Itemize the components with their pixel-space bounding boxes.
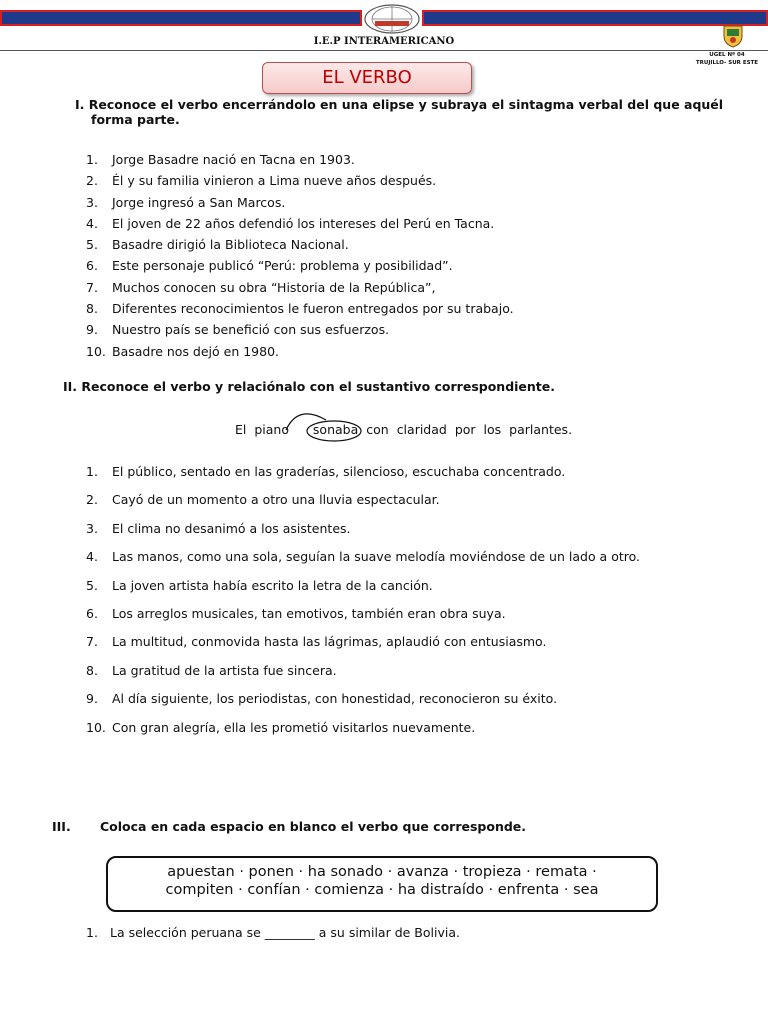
word-bank-line-1: apuestan · ponen · ha sonado · avanza · tropieza · remata · [167, 864, 597, 880]
list-item [86, 255, 514, 276]
ugel-label [692, 51, 762, 67]
item-number: 1. [86, 464, 98, 479]
example-word: con [366, 422, 389, 437]
example-verb: sonaba [312, 422, 359, 437]
item-number: 1. [86, 925, 98, 940]
item-text: Jorge Basadre nació en Tacna en 1903. [112, 152, 355, 167]
verb-ellipse-arrow-icon [280, 408, 370, 448]
example-word: claridad [396, 422, 447, 437]
item-text: Basadre dirigió la Biblioteca Nacional. [112, 237, 349, 253]
item-number: 9. [86, 691, 98, 707]
list-item [86, 714, 640, 742]
list-item [86, 486, 640, 514]
list-item [86, 515, 640, 543]
item-number: 1. [86, 152, 98, 167]
item-number: 7. [86, 634, 98, 650]
list-item [86, 600, 640, 628]
item-number: 7. [86, 279, 98, 295]
list-item [86, 458, 640, 486]
item-text: Jorge ingresó a San Marcos. [112, 194, 286, 210]
section1-list [86, 149, 514, 362]
word-bank-box [106, 856, 658, 912]
item-text: Cayó de un momento a otro una lluvia espectacular. [112, 492, 440, 508]
list-item [86, 234, 514, 255]
item-number: 9. [86, 322, 98, 338]
item-text: La gratitud de la artista fue sincera. [112, 662, 337, 678]
example-word: parlantes. [509, 422, 573, 437]
list-item [86, 298, 514, 319]
item-number: 8. [86, 301, 98, 317]
item-number: 2. [86, 173, 98, 189]
item-text: La multitud, conmovida hasta las lágrimas, aplaudió con entusiasmo. [112, 634, 547, 650]
item-text: Las manos, como una sola, seguían la suave melodía moviéndose de un lado a otro. [112, 549, 641, 565]
list-item [86, 657, 640, 685]
item-text: El clima no desanimó a los asistentes. [112, 520, 351, 536]
example-noun: piano [254, 422, 289, 437]
school-name: I.E.P INTERAMERICANO [313, 36, 455, 47]
item-text: El joven de 22 años defendió los intereses del Perú en Tacna. [112, 215, 495, 231]
list-item [86, 685, 640, 713]
item-text: Diferentes reconocimientos le fueron entregados por su trabajo. [112, 301, 514, 317]
example-word: por [454, 422, 476, 437]
ugel-line-1: UGEL Nº 04 [709, 52, 745, 58]
school-logo-icon [363, 3, 421, 35]
item-text: Él y su familia vinieron a Lima nueve años después. [112, 173, 437, 189]
section3-heading: Coloca en cada espacio en blanco el verbo que corresponde. [100, 819, 527, 834]
item-number: 3. [86, 520, 98, 536]
item-text: Con gran alegría, ella les prometió visitarlos nuevamente. [112, 719, 476, 735]
list-item [86, 628, 640, 656]
item-text: Nuestro país se benefició con sus esfuerzos. [112, 322, 390, 338]
header-bar-right [422, 10, 768, 26]
item-number: 8. [86, 662, 98, 678]
section3-item-1 [86, 925, 460, 940]
item-number: 3. [86, 194, 98, 210]
item-number: 10. [86, 719, 106, 735]
list-item [86, 277, 514, 298]
example-word: los [483, 422, 502, 437]
list-item [86, 149, 514, 170]
item-number: 5. [86, 237, 98, 253]
item-text: La joven artista había escrito la letra de la canción. [112, 577, 433, 593]
section2-heading: II. Reconoce el verbo y relaciónalo con el sustantivo correspondiente. [63, 379, 556, 394]
item-number: 10. [86, 343, 106, 359]
list-item [86, 170, 514, 191]
list-item [86, 192, 514, 213]
word-bank-line-2: compiten · confían · comienza · ha distraído · enfrenta · sea [165, 882, 599, 898]
item-text: Muchos conocen su obra “Historia de la República”, [112, 279, 436, 295]
item-text: Este personaje publicó “Perú: problema y posibilidad”. [112, 258, 453, 274]
section1-heading: I. Reconoce el verbo encerrándolo en una elipse y subraya el sintagma verbal del que aquél forma parte. [75, 97, 724, 127]
item-number: 5. [86, 577, 98, 593]
list-item [86, 213, 514, 234]
header-rule [0, 50, 768, 51]
list-item [86, 319, 514, 340]
item-number: 6. [86, 258, 98, 274]
item-text: El público, sentado en las graderías, silencioso, escuchaba concentrado. [112, 464, 566, 479]
item-text: Al día siguiente, los periodistas, con honestidad, reconocieron su éxito. [112, 691, 558, 707]
list-item [86, 543, 640, 571]
list-item [86, 341, 514, 362]
item-text: La selección peruana se ________ a su similar de Bolivia. [110, 925, 460, 940]
section3-numeral: III. [52, 819, 71, 834]
list-item [86, 572, 640, 600]
header-bar-left [0, 10, 362, 26]
section2-list [86, 458, 640, 742]
item-number: 4. [86, 215, 98, 231]
item-text: Basadre nos dejó en 1980. [112, 343, 280, 359]
item-number: 6. [86, 605, 98, 621]
item-number: 2. [86, 492, 98, 508]
example-word: El [235, 422, 247, 437]
item-number: 4. [86, 549, 98, 565]
page-title: EL VERBO [262, 62, 472, 94]
ugel-line-2: TRUJILLO- SUR ESTE [695, 60, 759, 66]
item-text: Los arreglos musicales, tan emotivos, también eran obra suya. [112, 605, 506, 621]
